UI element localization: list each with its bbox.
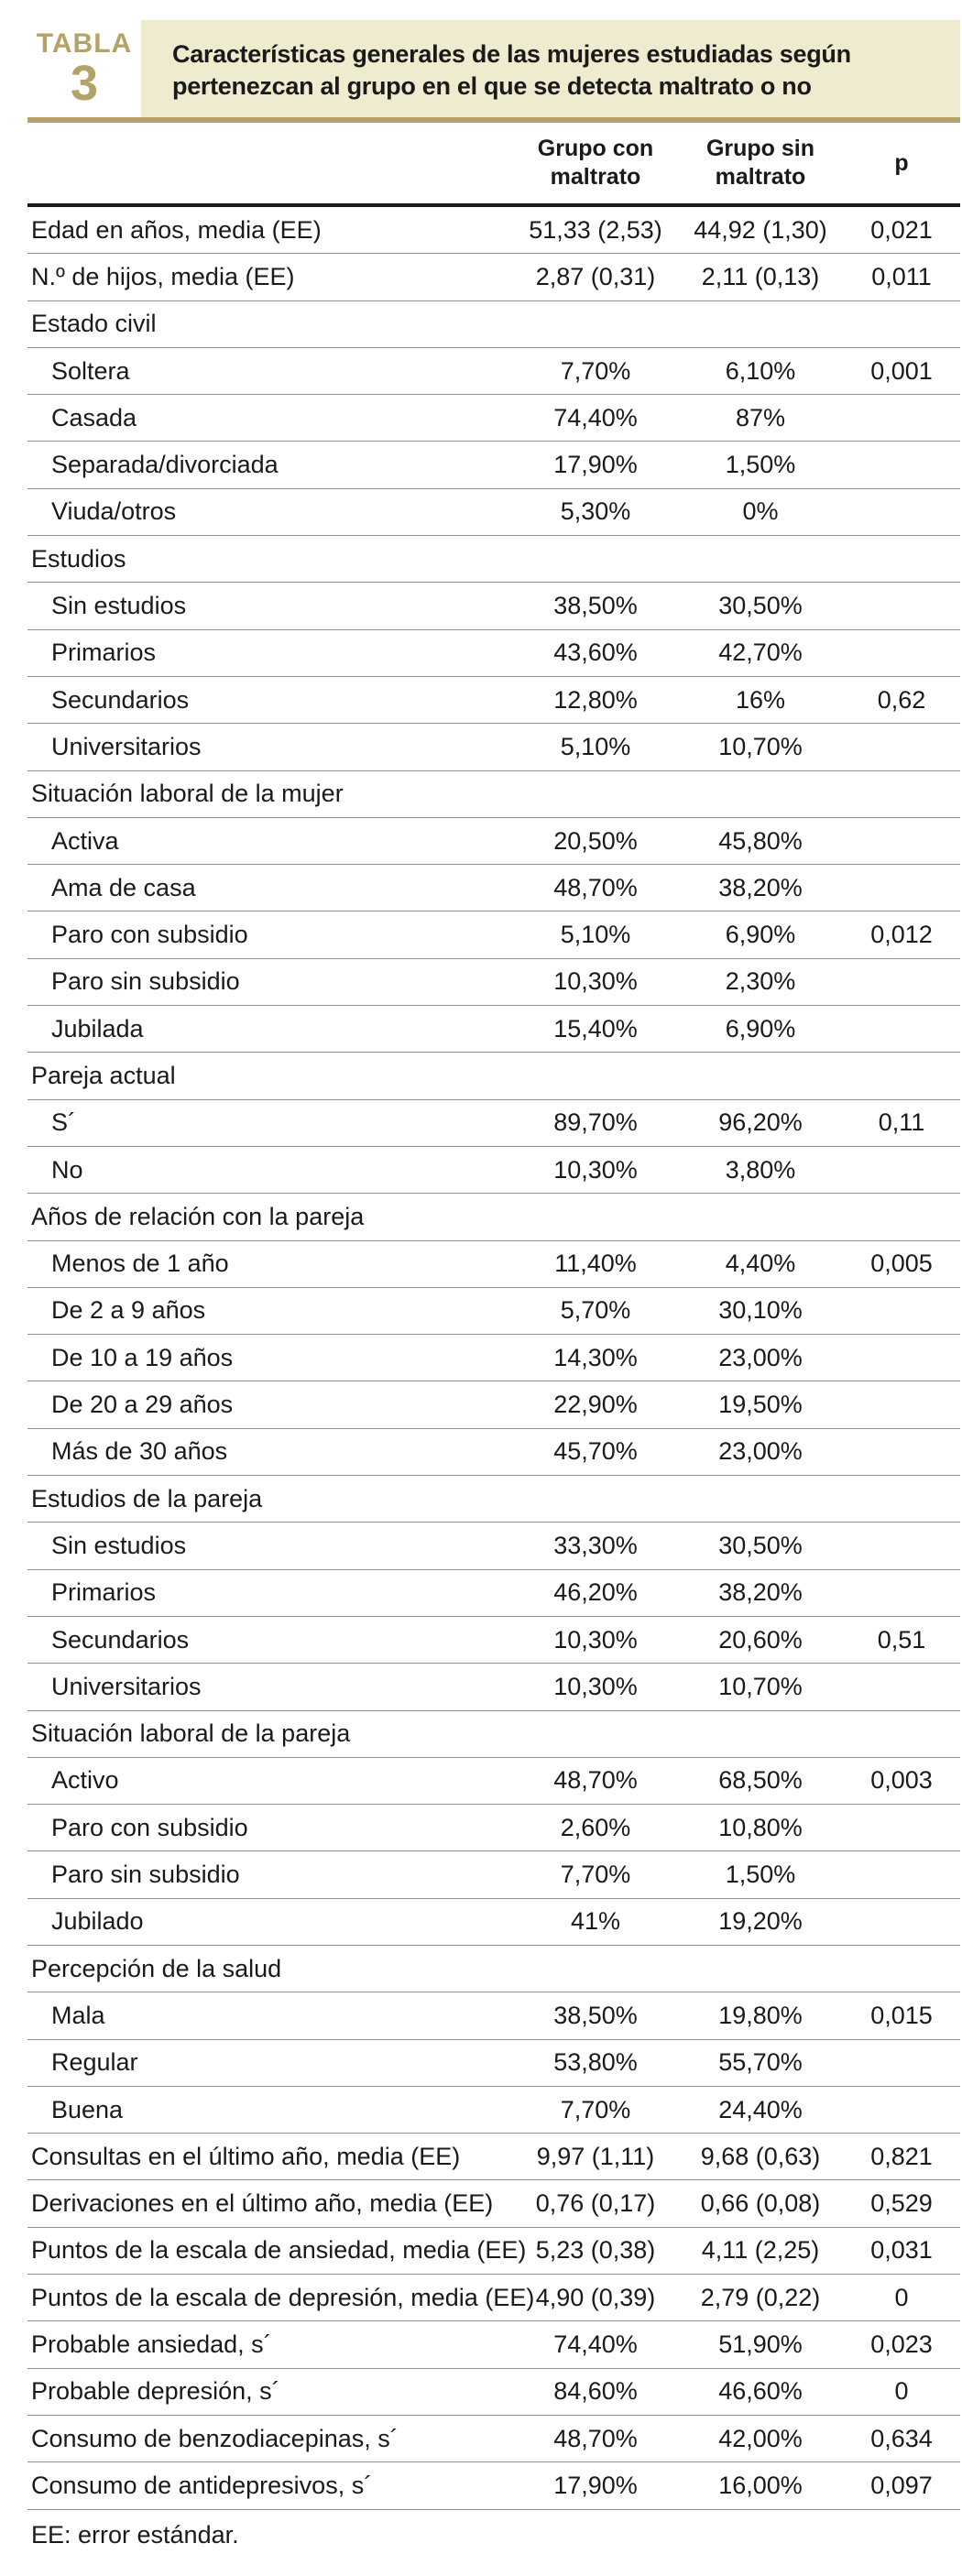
row-value-sin-maltrato: 44,92 (1,30) [694,215,827,244]
row-label: Percepción de la salud [31,1954,282,1982]
row-label: Activa [51,826,119,855]
row-value-con-maltrato: 48,70% [553,1766,638,1795]
column-headers [27,123,960,203]
row-label: Edad en años, media (EE) [31,215,322,244]
row-value-sin-maltrato: 45,80% [718,826,803,855]
row-value-con-maltrato: 2,87 (0,31) [535,262,656,290]
row-value-con-maltrato: 5,30% [560,497,631,526]
table-row [27,442,960,488]
row-value-sin-maltrato: 16,00% [718,2471,803,2499]
row-value-sin-maltrato: 2,11 (0,13) [701,262,820,290]
table-document [27,0,960,2549]
row-label: Más de 30 años [51,1437,228,1466]
row-value-sin-maltrato: 30,50% [718,592,803,620]
row-value-sin-maltrato: 55,70% [718,2048,803,2077]
row-value-con-maltrato: 10,30% [553,1672,638,1700]
row-label: N.º de hijos, media (EE) [31,262,295,290]
row-value-con-maltrato: 53,80% [553,2048,638,2077]
row-value-sin-maltrato: 30,50% [718,1531,803,1559]
row-label: Estudios de la pareja [31,1484,263,1512]
table-row [27,1006,960,1053]
row-value-sin-maltrato: 30,10% [718,1296,803,1325]
row-p-value: 0,097 [870,2471,933,2499]
column-header-p: p [894,149,909,176]
column-header-sin-maltrato [678,135,843,191]
row-label: De 2 a 9 años [51,1296,206,1325]
table-title-line-2: pertenezcan al grupo en el que se detecta maltrato o no [172,72,812,100]
row-value-con-maltrato: 84,60% [553,2377,638,2406]
table-row [27,2134,960,2180]
table-row [27,583,960,629]
column-header-sin-line-2: maltrato [715,164,806,190]
row-value-sin-maltrato: 68,50% [718,1766,803,1795]
table-row [27,2321,960,2368]
row-value-con-maltrato: 5,10% [560,921,631,949]
row-p-value: 0,529 [870,2189,933,2218]
table-row [27,254,960,300]
row-value-sin-maltrato: 24,40% [718,2095,803,2123]
row-p-value: 0,011 [871,262,932,290]
row-value-con-maltrato: 14,30% [553,1343,638,1371]
row-label: De 10 a 19 años [51,1343,234,1371]
row-value-sin-maltrato: 6,10% [725,356,796,385]
table-body [27,207,960,2510]
row-label: Jubilado [51,1907,144,1936]
row-label: Paro sin subsidio [51,1861,240,1889]
row-p-value: 0,023 [870,2330,933,2358]
row-value-con-maltrato: 7,70% [560,1861,631,1889]
table-row [27,865,960,911]
row-label: Derivaciones en el último año, media (EE) [31,2189,494,2218]
row-label: Estado civil [31,310,157,338]
row-value-con-maltrato: 11,40% [554,1250,637,1278]
table-row [27,1711,960,1758]
row-value-con-maltrato: 43,60% [553,639,638,667]
row-value-sin-maltrato: 38,20% [718,1578,803,1607]
table-label: TABLA [36,28,133,59]
table-header [27,20,960,117]
row-label: Viuda/otros [51,497,177,526]
row-value-con-maltrato: 7,70% [560,356,631,385]
table-row [27,1288,960,1335]
table-footnote: EE: error estándar. [31,2520,239,2549]
row-value-sin-maltrato: 42,00% [718,2424,803,2452]
table-row [27,1992,960,2039]
row-value-sin-maltrato: 10,80% [718,1813,803,1841]
row-value-sin-maltrato: 87% [735,403,786,431]
table-row [27,1899,960,1946]
row-value-sin-maltrato: 19,20% [718,1907,803,1936]
row-value-con-maltrato: 10,30% [553,1155,638,1184]
row-value-con-maltrato: 5,70% [560,1296,631,1325]
row-label: Paro con subsidio [51,921,248,949]
table-row [27,1147,960,1194]
row-value-sin-maltrato: 19,50% [718,1391,803,1419]
table-row [27,1805,960,1851]
row-p-value: 0,015 [870,2001,933,2029]
table-row [27,1381,960,1428]
row-label: Puntos de la escala de depresión, media (EE) [31,2283,535,2311]
table-row [27,818,960,865]
table-row [27,2462,960,2509]
row-value-sin-maltrato: 4,11 (2,25) [701,2236,820,2265]
row-label: Estudios [31,544,126,573]
table-row [27,1570,960,1617]
row-value-con-maltrato: 4,90 (0,39) [535,2283,656,2311]
row-value-sin-maltrato: 0% [742,497,779,526]
table-row [27,1664,960,1710]
row-value-con-maltrato: 33,30% [553,1531,638,1559]
row-value-sin-maltrato: 38,20% [718,873,803,901]
table-row [27,2228,960,2275]
table-badge [27,20,141,117]
table-row [27,2040,960,2087]
row-value-con-maltrato: 38,50% [553,592,638,620]
table-row [27,1053,960,1099]
table-row [27,301,960,348]
row-value-sin-maltrato: 6,90% [725,921,796,949]
table-row [27,1617,960,1664]
row-value-sin-maltrato: 23,00% [718,1343,803,1371]
row-p-value: 0,005 [870,1250,933,1278]
row-value-sin-maltrato: 16% [735,685,786,714]
row-value-sin-maltrato: 2,79 (0,22) [700,2283,821,2311]
table-title [141,20,960,117]
row-label: Probable depresión, s´ [31,2377,280,2406]
row-value-sin-maltrato: 6,90% [725,1014,796,1042]
table-row [27,536,960,583]
row-label: Consumo de benzodiacepinas, s´ [31,2424,399,2452]
row-value-con-maltrato: 9,97 (1,11) [536,2142,655,2170]
row-value-con-maltrato: 10,30% [553,1625,638,1654]
row-value-con-maltrato: 10,30% [553,967,638,996]
row-p-value: 0,11 [878,1108,925,1137]
row-label: Jubilada [51,1014,144,1042]
row-label: Años de relación con la pareja [31,1202,365,1230]
row-value-con-maltrato: 15,40% [553,1014,638,1042]
row-p-value: 0,62 [877,685,926,714]
table-row [27,771,960,818]
row-value-sin-maltrato: 1,50% [725,451,796,479]
row-label: De 20 a 29 años [51,1391,234,1419]
row-label: Sin estudios [51,1531,187,1559]
row-value-sin-maltrato: 10,70% [718,1672,803,1700]
row-label: Buena [51,2095,124,2123]
row-value-con-maltrato: 20,50% [553,826,638,855]
table-row [27,489,960,536]
row-value-con-maltrato: 0,76 (0,17) [535,2189,656,2218]
column-header-con-maltrato [513,135,678,191]
row-p-value: 0,012 [870,921,933,949]
table-title-line-1: Características generales de las mujeres estudiadas según [172,40,851,68]
row-p-value: 0 [894,2377,909,2406]
row-label: Primarios [51,1578,157,1607]
row-label: Universitarios [51,1672,202,1700]
row-label: Activo [51,1766,119,1795]
column-header-con-line-2: maltrato [550,164,641,190]
row-label: Secundarios [51,1625,190,1654]
table-row [27,1100,960,1147]
row-value-con-maltrato: 22,90% [553,1391,638,1419]
row-label: Puntos de la escala de ansiedad, media (EE) [31,2236,527,2265]
table-row [27,1476,960,1523]
row-p-value: 0,031 [870,2236,933,2265]
row-value-con-maltrato: 89,70% [553,1108,638,1137]
row-label: Paro con subsidio [51,1813,248,1841]
row-label: Probable ansiedad, s´ [31,2330,272,2358]
row-value-sin-maltrato: 20,60% [718,1625,803,1654]
table-row [27,2416,960,2462]
table-row [27,1335,960,1381]
row-label: Primarios [51,639,157,667]
table-row [27,1523,960,1569]
row-value-con-maltrato: 5,23 (0,38) [535,2236,656,2265]
row-p-value: 0,51 [877,1625,926,1654]
row-label: Casada [51,403,137,431]
row-value-con-maltrato: 41% [570,1907,621,1936]
column-header-sin-line-1: Grupo sin [705,136,815,161]
row-label: S´ [51,1108,76,1137]
row-label: Separada/divorciada [51,451,279,479]
row-label: Mala [51,2001,105,2029]
row-value-sin-maltrato: 23,00% [718,1437,803,1466]
table-row [27,2369,960,2416]
table-row [27,1946,960,1992]
row-label: Regular [51,2048,138,2077]
table-row [27,1758,960,1805]
table-row [27,2275,960,2321]
row-value-con-maltrato: 17,90% [553,451,638,479]
table-row [27,724,960,770]
row-value-sin-maltrato: 19,80% [718,2001,803,2029]
row-value-con-maltrato: 7,70% [560,2095,631,2123]
row-value-con-maltrato: 48,70% [553,2424,638,2452]
table-row [27,911,960,958]
table-row [27,677,960,724]
table-row [27,630,960,677]
column-header-con-line-1: Grupo con [537,136,654,161]
row-value-sin-maltrato: 1,50% [725,1861,796,1889]
row-label: Ama de casa [51,873,196,901]
row-label: Universitarios [51,732,202,760]
row-label: Situación laboral de la pareja [31,1719,351,1748]
row-value-con-maltrato: 2,60% [560,1813,631,1841]
row-p-value: 0,001 [870,356,933,385]
row-value-con-maltrato: 38,50% [553,2001,638,2029]
row-p-value: 0,003 [870,1766,933,1795]
table-row [27,2087,960,2134]
row-label: Menos de 1 año [51,1250,229,1278]
table-row [27,395,960,442]
row-value-con-maltrato: 74,40% [553,403,638,431]
row-value-sin-maltrato: 96,20% [718,1108,803,1137]
row-label: Paro sin subsidio [51,967,240,996]
row-p-value: 0,821 [870,2142,933,2170]
row-value-sin-maltrato: 9,68 (0,63) [700,2142,821,2170]
row-label: No [51,1155,83,1184]
row-p-value: 0,021 [870,215,933,244]
row-value-sin-maltrato: 42,70% [718,639,803,667]
table-row [27,348,960,395]
row-label: Secundarios [51,685,190,714]
row-value-con-maltrato: 5,10% [560,732,631,760]
table-row [27,1429,960,1476]
row-value-con-maltrato: 17,90% [553,2471,638,2499]
table-row [27,959,960,1006]
row-value-con-maltrato: 48,70% [553,873,638,901]
table-row [27,207,960,254]
row-value-sin-maltrato: 3,80% [725,1155,796,1184]
row-value-sin-maltrato: 0,66 (0,08) [700,2189,821,2218]
row-value-sin-maltrato: 10,70% [718,732,803,760]
row-value-sin-maltrato: 51,90% [718,2330,803,2358]
table-row [27,1194,960,1240]
row-p-value: 0,634 [870,2424,933,2452]
row-value-sin-maltrato: 46,60% [718,2377,803,2406]
row-value-con-maltrato: 12,80% [553,685,638,714]
row-label: Consumo de antidepresivos, s´ [31,2471,373,2499]
table-row [27,1241,960,1288]
row-label: Sin estudios [51,592,187,620]
row-label: Soltera [51,356,130,385]
row-value-con-maltrato: 45,70% [553,1437,638,1466]
row-p-value: 0 [894,2283,909,2311]
row-label: Situación laboral de la mujer [31,780,344,808]
table-number: 3 [70,56,99,111]
row-value-sin-maltrato: 4,40% [725,1250,796,1278]
row-value-sin-maltrato: 2,30% [725,967,796,996]
row-value-con-maltrato: 46,20% [553,1578,638,1607]
table-row [27,2180,960,2227]
row-label: Consultas en el último año, media (EE) [31,2142,461,2170]
row-value-con-maltrato: 74,40% [553,2330,638,2358]
table-row [27,1851,960,1898]
row-value-con-maltrato: 51,33 (2,53) [529,215,662,244]
row-label: Pareja actual [31,1061,176,1089]
